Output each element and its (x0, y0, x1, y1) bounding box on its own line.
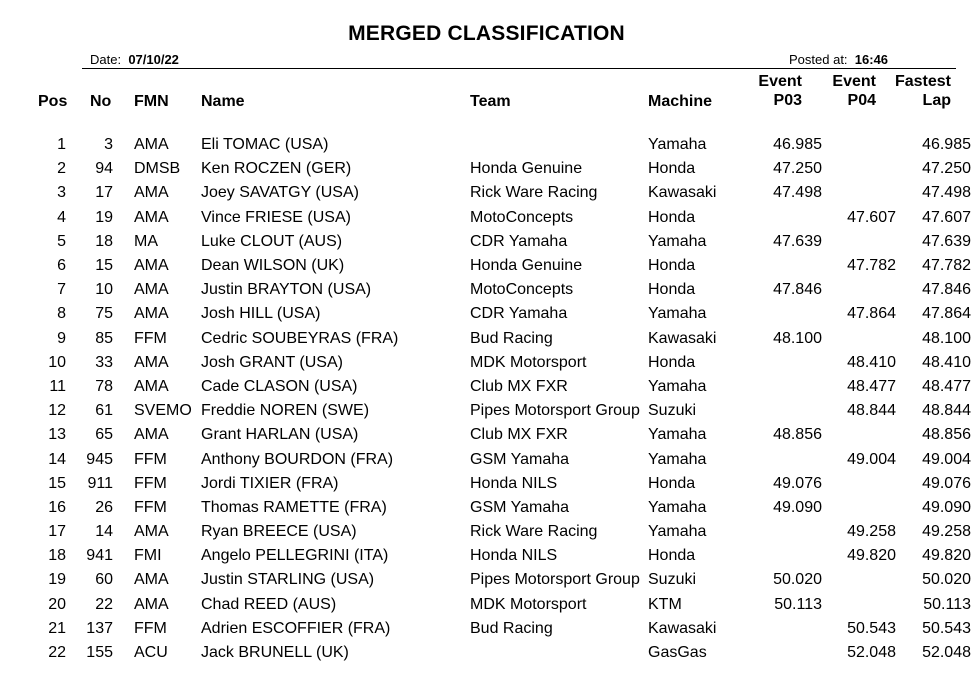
col-header-no: No (90, 93, 112, 110)
cell-event-p03 (754, 254, 822, 278)
cell-team: Pipes Motorsport Group (470, 571, 640, 589)
cell-spacer (113, 157, 134, 181)
cell-event-p04 (822, 472, 896, 496)
cell-spacer (113, 641, 134, 665)
cell-pos: 21 (48, 619, 66, 637)
cell-event-p03 (754, 520, 822, 544)
cell-fastest-lap: 49.090 (922, 498, 971, 516)
cell-pos: 3 (57, 184, 66, 202)
cell-fmn: AMA (134, 571, 169, 589)
cell-spacer (113, 230, 134, 254)
cell-spacer (113, 206, 134, 230)
col-header-fastest-line1: Fastest (894, 73, 951, 90)
cell-spacer (113, 351, 134, 375)
cell-spacer (113, 593, 134, 617)
cell-fastest-lap: 47.498 (922, 184, 971, 202)
cell-fmn: AMA (134, 595, 169, 613)
table-row (0, 423, 971, 447)
cell-fastest-lap: 49.076 (922, 474, 971, 492)
cell-fmn: AMA (134, 257, 169, 275)
table-row (0, 447, 971, 471)
col-header-p03 (740, 72, 802, 110)
cell-name: Chad REED (AUS) (201, 595, 337, 613)
cell-event-p04: 49.004 (847, 450, 896, 468)
cell-pos: 8 (57, 305, 66, 323)
cell-event-p03: 49.090 (773, 498, 822, 516)
cell-event-p03: 48.100 (773, 329, 822, 347)
date-value: 07/10/22 (128, 52, 179, 67)
cell-no: 60 (95, 571, 113, 589)
cell-fmn: AMA (134, 377, 169, 395)
cell-no: 15 (95, 257, 113, 275)
cell-name: Justin BRAYTON (USA) (201, 281, 372, 299)
cell-team: Pipes Motorsport Group (470, 402, 640, 420)
table-row (0, 327, 971, 351)
cell-pos: 12 (48, 402, 66, 420)
cell-team (470, 641, 648, 665)
cell-spacer (113, 447, 134, 471)
cell-fmn: AMA (134, 281, 169, 299)
cell-event-p04: 52.048 (847, 644, 896, 662)
cell-name: Freddie NOREN (SWE) (201, 402, 370, 420)
cell-machine: Honda (648, 160, 696, 178)
cell-pos: 1 (57, 136, 66, 154)
page-title: MERGED CLASSIFICATION (348, 22, 625, 45)
cell-team: GSM Yamaha (470, 498, 570, 516)
cell-fastest-lap: 49.258 (922, 523, 971, 541)
cell-event-p04 (822, 423, 896, 447)
cell-fastest-lap: 50.113 (923, 595, 971, 613)
cell-fastest-lap: 49.820 (922, 547, 971, 565)
cell-event-p04 (822, 278, 896, 302)
cell-spacer (113, 399, 134, 423)
cell-pos: 6 (57, 257, 66, 275)
cell-fmn: FFM (134, 450, 167, 468)
cell-no: 941 (86, 547, 113, 565)
cell-fmn: AMA (134, 305, 169, 323)
cell-event-p03: 49.076 (773, 474, 822, 492)
cell-event-p03: 46.985 (773, 136, 822, 154)
table-row (0, 157, 971, 181)
cell-event-p03 (754, 447, 822, 471)
col-header-p04-line2: P04 (847, 92, 876, 109)
cell-fastest-lap: 47.846 (922, 281, 971, 299)
cell-name: Joey SAVATGY (USA) (201, 184, 359, 202)
cell-team: CDR Yamaha (470, 305, 568, 323)
cell-event-p04 (822, 496, 896, 520)
cell-event-p03: 50.113 (774, 595, 822, 613)
cell-machine: Kawasaki (648, 184, 717, 202)
cell-pos: 18 (48, 547, 66, 565)
cell-event-p04 (822, 157, 896, 181)
cell-fastest-lap: 49.004 (922, 450, 971, 468)
table-row (0, 375, 971, 399)
cell-event-p03 (754, 617, 822, 641)
cell-team: Club MX FXR (470, 426, 568, 444)
col-header-pos: Pos (38, 93, 68, 110)
cell-machine: GasGas (648, 644, 707, 662)
cell-no: 14 (95, 523, 113, 541)
cell-name: Vince FRIESE (USA) (201, 208, 351, 226)
cell-pos: 2 (57, 160, 66, 178)
col-header-fmn: FMN (134, 93, 169, 110)
cell-fastest-lap: 47.639 (922, 232, 971, 250)
cell-team: MotoConcepts (470, 208, 574, 226)
cell-event-p04: 50.543 (847, 619, 896, 637)
table-row (0, 617, 971, 641)
table-row (0, 206, 971, 230)
cell-fastest-lap: 48.100 (922, 329, 971, 347)
col-header-fastest-line2: Lap (922, 92, 951, 109)
cell-no: 65 (95, 426, 113, 444)
table-row (0, 254, 971, 278)
table-row (0, 496, 971, 520)
table-row (0, 472, 971, 496)
cell-name: Eli TOMAC (USA) (201, 136, 329, 154)
cell-name: Cedric SOUBEYRAS (FRA) (201, 329, 399, 347)
table-row (0, 593, 971, 617)
table-row (0, 544, 971, 568)
cell-machine: Yamaha (648, 136, 707, 154)
cell-fmn: MA (134, 232, 158, 250)
cell-no: 19 (95, 208, 113, 226)
cell-fmn: FFM (134, 329, 167, 347)
cell-machine: Yamaha (648, 498, 707, 516)
cell-team: Bud Racing (470, 329, 553, 347)
cell-fastest-lap: 50.543 (922, 619, 971, 637)
cell-no: 155 (86, 644, 113, 662)
cell-machine: Honda (648, 208, 696, 226)
cell-machine: Honda (648, 547, 696, 565)
posted-value: 16:46 (854, 52, 889, 67)
table-row (0, 278, 971, 302)
cell-pos: 9 (57, 329, 66, 347)
cell-fastest-lap: 52.048 (922, 644, 971, 662)
cell-machine: Yamaha (648, 450, 707, 468)
cell-event-p04: 49.258 (847, 523, 896, 541)
cell-no: 33 (95, 353, 113, 371)
cell-machine: Yamaha (648, 232, 707, 250)
cell-event-p03 (754, 641, 822, 665)
cell-event-p03: 47.250 (773, 160, 822, 178)
cell-spacer (113, 568, 134, 592)
table-row (0, 181, 971, 205)
cell-spacer (113, 133, 134, 157)
cell-name: Cade CLASON (USA) (201, 377, 358, 395)
cell-spacer (113, 278, 134, 302)
cell-fmn: AMA (134, 208, 169, 226)
cell-machine: Honda (648, 474, 696, 492)
posted-label: Posted at: (789, 52, 848, 67)
col-header-team: Team (470, 93, 511, 110)
cell-machine: Honda (648, 281, 696, 299)
cell-fastest-lap: 47.607 (922, 208, 971, 226)
cell-team: Club MX FXR (470, 377, 568, 395)
cell-name: Ken ROCZEN (GER) (201, 160, 352, 178)
cell-event-p04: 48.844 (847, 402, 896, 420)
cell-team: Bud Racing (470, 619, 553, 637)
cell-name: Josh HILL (USA) (201, 305, 321, 323)
cell-fastest-lap: 48.477 (922, 377, 971, 395)
cell-name: Josh GRANT (USA) (201, 353, 343, 371)
cell-fmn: ACU (134, 644, 168, 662)
cell-event-p04: 47.864 (847, 305, 896, 323)
cell-machine: Honda (648, 257, 696, 275)
cell-no: 945 (86, 450, 113, 468)
col-header-fastest-lap (880, 72, 951, 110)
cell-spacer (113, 327, 134, 351)
cell-fmn: AMA (134, 353, 169, 371)
cell-event-p03: 48.856 (773, 426, 822, 444)
cell-fastest-lap: 47.782 (922, 257, 971, 275)
cell-machine: Suzuki (648, 402, 697, 420)
cell-no: 3 (104, 136, 113, 154)
cell-fastest-lap: 48.410 (922, 353, 971, 371)
table-row (0, 399, 971, 423)
cell-team: Rick Ware Racing (470, 523, 598, 541)
cell-fmn: AMA (134, 426, 169, 444)
cell-name: Grant HARLAN (USA) (201, 426, 359, 444)
cell-fastest-lap: 48.844 (922, 402, 971, 420)
cell-event-p03: 50.020 (773, 571, 822, 589)
cell-team: GSM Yamaha (470, 450, 570, 468)
cell-no: 78 (95, 377, 113, 395)
cell-no: 17 (95, 184, 113, 202)
cell-team: CDR Yamaha (470, 232, 568, 250)
cell-name: Ryan BREECE (USA) (201, 523, 357, 541)
cell-team: Honda Genuine (470, 257, 583, 275)
cell-pos: 16 (48, 498, 66, 516)
cell-team: MotoConcepts (470, 281, 574, 299)
cell-machine: Yamaha (648, 305, 707, 323)
cell-pos: 19 (48, 571, 66, 589)
table-row (0, 641, 971, 665)
cell-pos: 20 (48, 595, 66, 613)
cell-no: 75 (95, 305, 113, 323)
table-row (0, 302, 971, 326)
col-header-p03-line2: P03 (773, 92, 802, 109)
cell-event-p04 (822, 230, 896, 254)
cell-spacer (113, 544, 134, 568)
cell-machine: Yamaha (648, 426, 707, 444)
cell-team: MDK Motorsport (470, 595, 587, 613)
cell-team: Honda NILS (470, 474, 558, 492)
cell-event-p03 (754, 351, 822, 375)
cell-name: Thomas RAMETTE (FRA) (201, 498, 387, 516)
cell-spacer (113, 423, 134, 447)
cell-pos: 7 (57, 281, 66, 299)
cell-pos: 10 (48, 353, 66, 371)
cell-event-p03 (754, 206, 822, 230)
cell-machine: KTM (648, 595, 682, 613)
cell-fastest-lap: 48.856 (922, 426, 971, 444)
cell-fmn: SVEMO (134, 402, 192, 420)
cell-machine: Kawasaki (648, 329, 717, 347)
cell-no: 22 (95, 595, 113, 613)
col-header-p03-line1: Event (758, 73, 802, 90)
cell-fastest-lap: 46.985 (922, 136, 971, 154)
cell-event-p04 (822, 593, 896, 617)
table-row (0, 230, 971, 254)
cell-no: 911 (87, 474, 113, 492)
cell-spacer (113, 181, 134, 205)
col-header-p04-line1: Event (832, 73, 876, 90)
cell-pos: 5 (57, 232, 66, 250)
cell-machine: Kawasaki (648, 619, 717, 637)
cell-fastest-lap: 47.250 (922, 160, 971, 178)
cell-pos: 17 (48, 523, 66, 541)
header-rule (82, 68, 956, 69)
cell-no: 137 (86, 619, 113, 637)
table-row (0, 133, 971, 157)
cell-event-p04: 47.782 (847, 257, 896, 275)
cell-event-p03 (754, 544, 822, 568)
cell-name: Dean WILSON (UK) (201, 257, 345, 275)
cell-event-p03: 47.498 (773, 184, 822, 202)
cell-event-p03 (754, 302, 822, 326)
cell-fmn: DMSB (134, 160, 181, 178)
cell-spacer (113, 254, 134, 278)
cell-event-p04: 48.410 (847, 353, 896, 371)
cell-pos: 4 (57, 208, 66, 226)
cell-pos: 22 (48, 644, 66, 662)
cell-name: Jordi TIXIER (FRA) (201, 474, 339, 492)
cell-event-p04: 49.820 (847, 547, 896, 565)
cell-event-p04: 47.607 (847, 208, 896, 226)
table-row (0, 520, 971, 544)
cell-event-p04: 48.477 (847, 377, 896, 395)
cell-name: Angelo PELLEGRINI (ITA) (201, 547, 389, 565)
cell-spacer (113, 520, 134, 544)
cell-machine: Honda (648, 353, 696, 371)
col-header-p04 (814, 72, 876, 110)
cell-event-p04 (822, 327, 896, 351)
cell-fmn: FFM (134, 474, 167, 492)
col-header-machine: Machine (648, 93, 713, 110)
cell-fastest-lap: 47.864 (922, 305, 971, 323)
posted-info (789, 52, 888, 67)
cell-event-p04 (822, 568, 896, 592)
cell-no: 26 (95, 498, 113, 516)
cell-team: Honda Genuine (470, 160, 583, 178)
cell-pos: 15 (48, 474, 66, 492)
cell-no: 10 (95, 281, 113, 299)
classification-rows (0, 133, 971, 665)
cell-event-p03: 47.639 (773, 232, 822, 250)
classification-table (0, 133, 971, 665)
cell-fmn: FMI (134, 547, 162, 565)
cell-fmn: AMA (134, 136, 169, 154)
cell-fmn: FFM (134, 498, 167, 516)
cell-name: Anthony BOURDON (FRA) (201, 450, 394, 468)
cell-team: MDK Motorsport (470, 353, 587, 371)
cell-spacer (113, 472, 134, 496)
cell-pos: 11 (49, 377, 66, 395)
date-info (90, 52, 179, 67)
cell-event-p04 (822, 181, 896, 205)
cell-pos: 13 (48, 426, 66, 444)
cell-machine: Yamaha (648, 377, 707, 395)
cell-event-p03: 47.846 (773, 281, 822, 299)
cell-no: 85 (95, 329, 113, 347)
cell-fastest-lap: 50.020 (922, 571, 971, 589)
cell-event-p04 (822, 133, 896, 157)
cell-spacer (113, 375, 134, 399)
cell-no: 18 (95, 232, 113, 250)
cell-fmn: AMA (134, 523, 169, 541)
cell-name: Justin STARLING (USA) (201, 571, 375, 589)
cell-machine: Yamaha (648, 523, 707, 541)
cell-spacer (113, 617, 134, 641)
cell-pos: 14 (48, 450, 66, 468)
table-row (0, 568, 971, 592)
cell-name: Luke CLOUT (AUS) (201, 232, 343, 250)
cell-no: 94 (95, 160, 113, 178)
col-header-name: Name (201, 93, 245, 110)
cell-spacer (113, 302, 134, 326)
cell-name: Jack BRUNELL (UK) (201, 644, 349, 662)
cell-spacer (113, 496, 134, 520)
date-label: Date: (90, 52, 122, 67)
cell-fmn: AMA (134, 184, 169, 202)
table-row (0, 351, 971, 375)
cell-fmn: FFM (134, 619, 167, 637)
cell-event-p03 (754, 375, 822, 399)
cell-event-p03 (754, 399, 822, 423)
cell-name: Adrien ESCOFFIER (FRA) (201, 619, 391, 637)
cell-team: Rick Ware Racing (470, 184, 598, 202)
cell-no: 61 (95, 402, 113, 420)
cell-machine: Suzuki (648, 571, 697, 589)
cell-team (470, 133, 648, 157)
cell-team: Honda NILS (470, 547, 558, 565)
